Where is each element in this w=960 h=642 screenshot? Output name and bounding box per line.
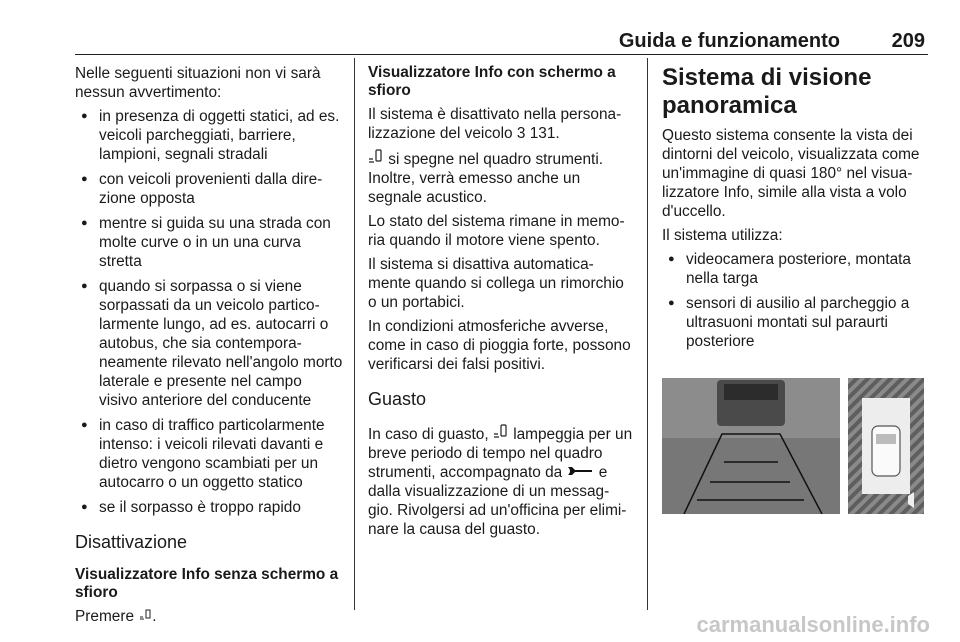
- list-item: ● mentre si guida su una strada con molte curve o in un una curva stretta: [75, 214, 343, 271]
- list-item: ● quando si sorpassa o si viene sorpassati da un veicolo partico- larmente lungo, ad es. autocarri o autobus, che sia contempora- neamente rilevato nell'angolo morto laterale e presente nel campo visivo anteriore del conducente: [75, 277, 343, 410]
- paragraph-text: Il sistema è disattivato nella persona- lizzazione del veicolo: [368, 106, 622, 142]
- system-components-list: [662, 250, 930, 351]
- list-item: ● videocamera posteriore, montata nella targa: [662, 250, 930, 288]
- panoramic-camera-illustration: [662, 378, 924, 514]
- paragraph: [368, 423, 636, 539]
- paragraph: Questo sistema consente la vista dei dintorni del veicolo, visualizzata come un'immagine di quasi 180° nel visua- lizzatore Info, simile alla vista a volo d'uccello.: [662, 127, 920, 220]
- side-blind-spot-icon: [138, 607, 152, 626]
- header-rule: [75, 54, 928, 55]
- list-item: ● in caso di traffico particolarmente intenso: i veicoli rilevati davanti e dietro vengono scambiati per un autocarro o un oggetto statico: [75, 416, 343, 492]
- column-3: [662, 64, 930, 357]
- side-blind-spot-icon: [368, 148, 384, 169]
- vehicle-top-image: [872, 426, 900, 476]
- paragraph: In condizioni atmosferiche avverse, come in caso di pioggia forte, possono verificarsi dei falsi positivi.: [368, 318, 631, 373]
- paragraph: [368, 105, 636, 143]
- list-item: ● con veicoli provenienti dalla dire- zione opposta: [75, 170, 343, 208]
- no-warning-list: [75, 107, 343, 517]
- paragraph: Lo stato del sistema rimane in memo- ria quando il motore viene spento.: [368, 213, 625, 249]
- paragraph-text: lampeggia per un breve periodo di tempo nel quadro strumenti, accompagnato da: [368, 426, 633, 481]
- press-instruction: [75, 607, 343, 626]
- subheading-no-touch: Visualizzatore Info senza schermo a sfioro: [75, 566, 339, 601]
- paragraph-text: e dalla visualizzazione di un messag- gio. Rivolgersi ad un'officina per elimi- nare la causa del guasto.: [368, 464, 627, 538]
- paragraph-text: In caso di guasto,: [368, 426, 489, 443]
- paragraph-text: si spegne nel quadro strumenti. Inoltre, verrà emesso anche un segnale acustico.: [368, 151, 604, 206]
- list-item: ● se il sorpasso è troppo rapido: [75, 498, 343, 517]
- section-heading-disattivazione: Disattivazione: [75, 532, 188, 552]
- column-1: [75, 64, 343, 631]
- press-text: Premere: [75, 608, 135, 625]
- wrench-icon: [566, 463, 594, 482]
- list-item: ● in presenza di oggetti statici, ad es. veicoli parcheggiati, barriere, lampioni, segnali stradali: [75, 107, 343, 164]
- intro-text: Nelle seguenti situazioni non vi sarà nessun avvertimento:: [75, 65, 321, 101]
- page-header: [75, 30, 928, 52]
- side-blind-spot-icon: [493, 423, 509, 444]
- column-divider-1: [354, 58, 355, 610]
- paragraph: Il sistema si disattiva automatica- mente quando si collega un rimorchio o un portabici.: [368, 256, 624, 311]
- column-2: [368, 64, 636, 544]
- chapter-title: Guida e funzionamento: [618, 30, 840, 52]
- page-number: 209: [891, 30, 925, 52]
- paragraph: Il sistema utilizza:: [662, 227, 783, 244]
- column-divider-2: [647, 58, 648, 610]
- subheading-touch: Visualizzatore Info con schermo a sfioro: [368, 64, 616, 99]
- list-item: ● sensori di ausilio al parcheggio a ultrasuoni montati sul paraurti posteriore: [662, 294, 930, 351]
- section-heading-guasto: Guasto: [368, 389, 427, 409]
- page-reference: 3 131.: [516, 125, 560, 142]
- section-heading-visione: Sistema di visione panoramica: [662, 64, 872, 119]
- site-watermark: carmanualsonline.info: [696, 612, 930, 637]
- paragraph: [368, 148, 636, 207]
- press-end: .: [152, 608, 157, 625]
